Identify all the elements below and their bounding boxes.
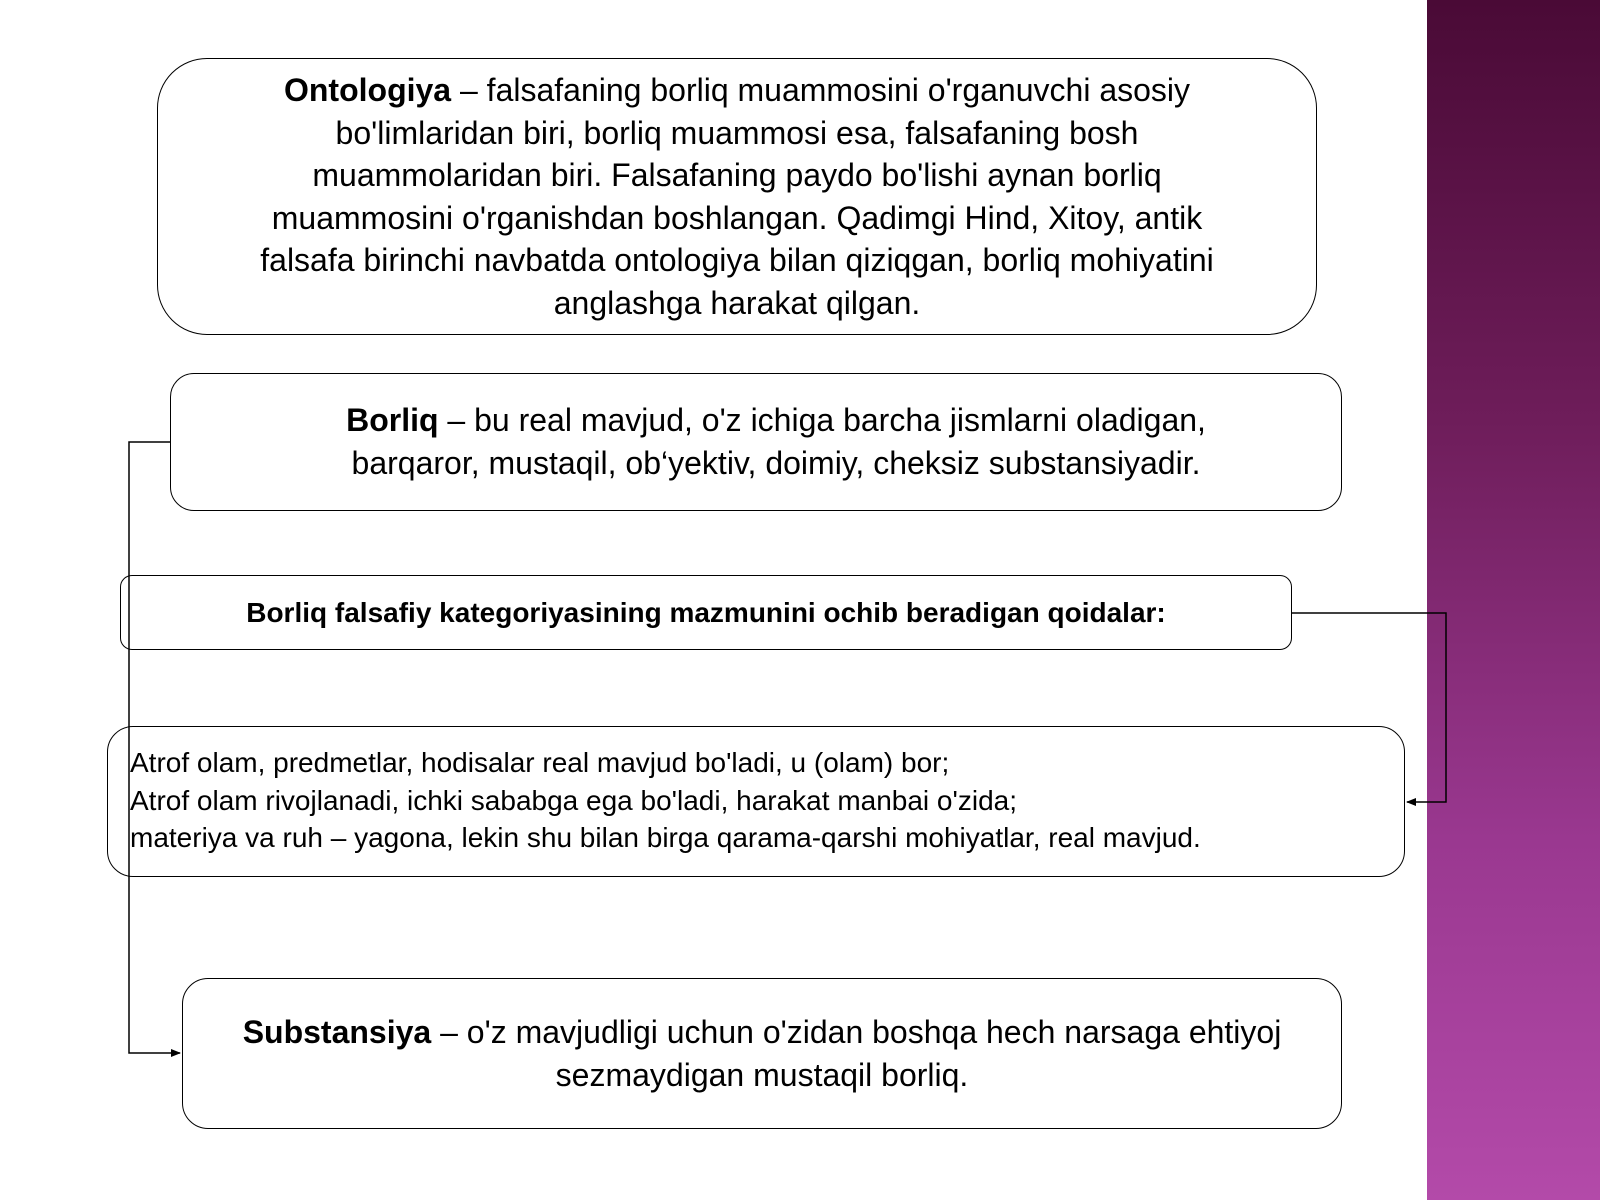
qoidalar-box bbox=[120, 575, 1292, 650]
borliq-text bbox=[256, 399, 1256, 485]
ontologiya-definition: – falsafaning borliq muammosini o'rganuvchi asosiy bo'limlaridan biri, borliq muammosi esa, falsafaning bosh muammolaridan biri. Falsafaning paydo bo'lishi aynan borliq muammosini o'rganishdan boshlangan. Qadimgi Hind, Xitoy, antik falsafa birinchi navbatda ontologiya bilan qiziqgan, borliq mohiyatini anglashga harakat qilgan. bbox=[260, 72, 1214, 321]
qoidalar-heading: Borliq falsafiy kategoriyasining mazmunini ochib beradigan qoidalar: bbox=[246, 596, 1166, 628]
borliq-definition: – bu real mavjud, o'z ichiga barcha jismlarni oladigan, barqaror, mustaqil, ob‘yektiv, doimiy, cheksiz substansiyadir. bbox=[351, 402, 1206, 481]
rule-item-2: Atrof olam rivojlanadi, ichki sababga ega bo'ladi, harakat manbai o'zida; bbox=[130, 784, 1017, 816]
decorative-side-band bbox=[1427, 0, 1600, 1200]
rule-item-1: Atrof olam, predmetlar, hodisalar real mavjud bo'ladi, u (olam) bor; bbox=[130, 747, 950, 779]
substansiya-definition: – o'z mavjudligi uchun o'zidan boshqa hech narsaga ehtiyoj sezmaydigan mustaqil borliq. bbox=[431, 1013, 1282, 1093]
ontologiya-box bbox=[157, 58, 1317, 335]
substansiya-text bbox=[222, 1011, 1302, 1097]
substansiya-term: Substansiya bbox=[242, 1013, 432, 1050]
rules-list bbox=[108, 744, 1201, 857]
ontologiya-term: Ontologiya bbox=[283, 72, 452, 108]
substansiya-box bbox=[182, 978, 1342, 1129]
rules-box bbox=[107, 726, 1405, 877]
rule-item-3: materiya va ruh – yagona, lekin shu bilan birga qarama-qarshi mohiyatlar, real mavjud. bbox=[130, 822, 1201, 854]
borliq-box bbox=[170, 373, 1342, 511]
ontologiya-text bbox=[237, 69, 1237, 324]
borliq-term: Borliq bbox=[346, 402, 439, 438]
